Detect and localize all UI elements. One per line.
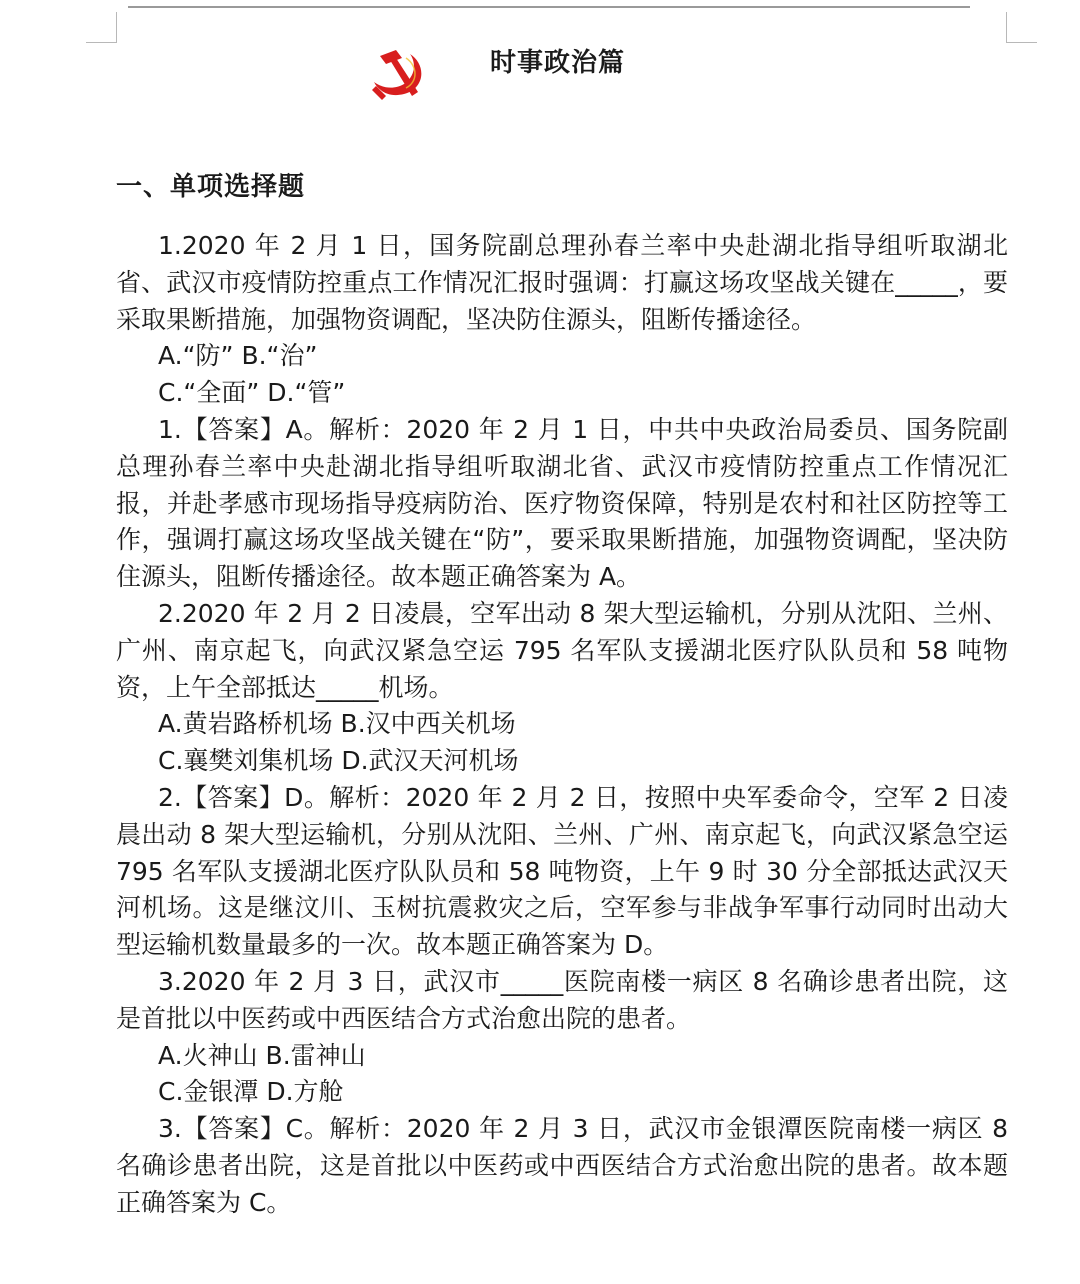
question-1-options-ab: A.“防” B.“治”: [158, 341, 318, 371]
section-heading: 一、单项选择题: [116, 172, 306, 202]
page-top-border: [128, 6, 970, 8]
question-2-options-cd: C.襄樊刘集机场 D.武汉天河机场: [158, 746, 519, 776]
question-3-options-ab: A.火神山 B.雷神山: [158, 1040, 366, 1070]
question-2-options-ab: A.黄岩路桥机场 B.汉中西关机场: [158, 709, 516, 739]
answer-2: 2.【答案】D。解析：2020 年 2 月 2 日，按照中央军委命令，空军 2 日凌晨出动 8 架大型运输机，分别从沈阳、兰州、广州、南京起飞，向武汉紧急空运 795 名军队支援湖北医疗队队员和 58 吨物资，上午 9 时 30 分全部抵达武汉天河机场。这是继汶川、玉树抗震救灾之后，空军参与非战争军事行动同时出动大型运输机数量最多的一次。故本题正确答案为 D。: [116, 782, 1008, 960]
question-1-options-cd: C.“全面” D.“管”: [158, 378, 346, 408]
question-3: 3.2020 年 2 月 3 日，武汉市_____医院南楼一病区 8 名确诊患者出院，这是首批以中医药或中西医结合方式治愈出院的患者。: [116, 966, 1008, 1033]
page-corner-mark-right: [1006, 12, 1037, 43]
question-3-options-cd: C.金银潭 D.方舱: [158, 1077, 344, 1107]
document-body: [116, 228, 1008, 1222]
party-emblem-icon: [370, 46, 430, 102]
document-title: 时事政治篇: [490, 48, 626, 78]
question-2: 2.2020 年 2 月 2 日凌晨，空军出动 8 架大型运输机，分别从沈阳、兰州、广州、南京起飞，向武汉紧急空运 795 名军队支援湖北医疗队队员和 58 吨物资，上午全部抵达_____机场。: [116, 598, 1008, 702]
question-1: 1.2020 年 2 月 1 日，国务院副总理孙春兰率中央赴湖北指导组听取湖北省、武汉市疫情防控重点工作情况汇报时强调：打赢这场攻坚战关键在_____，要采取果断措施，加强物资调配，坚决防住源头，阻断传播途径。: [116, 231, 1008, 334]
answer-1: 1.【答案】A。解析：2020 年 2 月 1 日，中共中央政治局委员、国务院副总理孙春兰率中央赴湖北指导组听取湖北省、武汉市疫情防控重点工作情况汇报，并赴孝感市现场指导疫病防治、医疗物资保障，特别是农村和社区防控等工作，强调打赢这场攻坚战关键在“防”，要采取果断措施，加强物资调配，坚决防住源头，阻断传播途径。故本题正确答案为 A。: [116, 414, 1008, 592]
answer-3: 3.【答案】C。解析：2020 年 2 月 3 日，武汉市金银潭医院南楼一病区 8 名确诊患者出院，这是首批以中医药或中西医结合方式治愈出院的患者。故本题正确答案为 C。: [116, 1114, 1008, 1217]
page-corner-mark-left: [86, 12, 117, 43]
